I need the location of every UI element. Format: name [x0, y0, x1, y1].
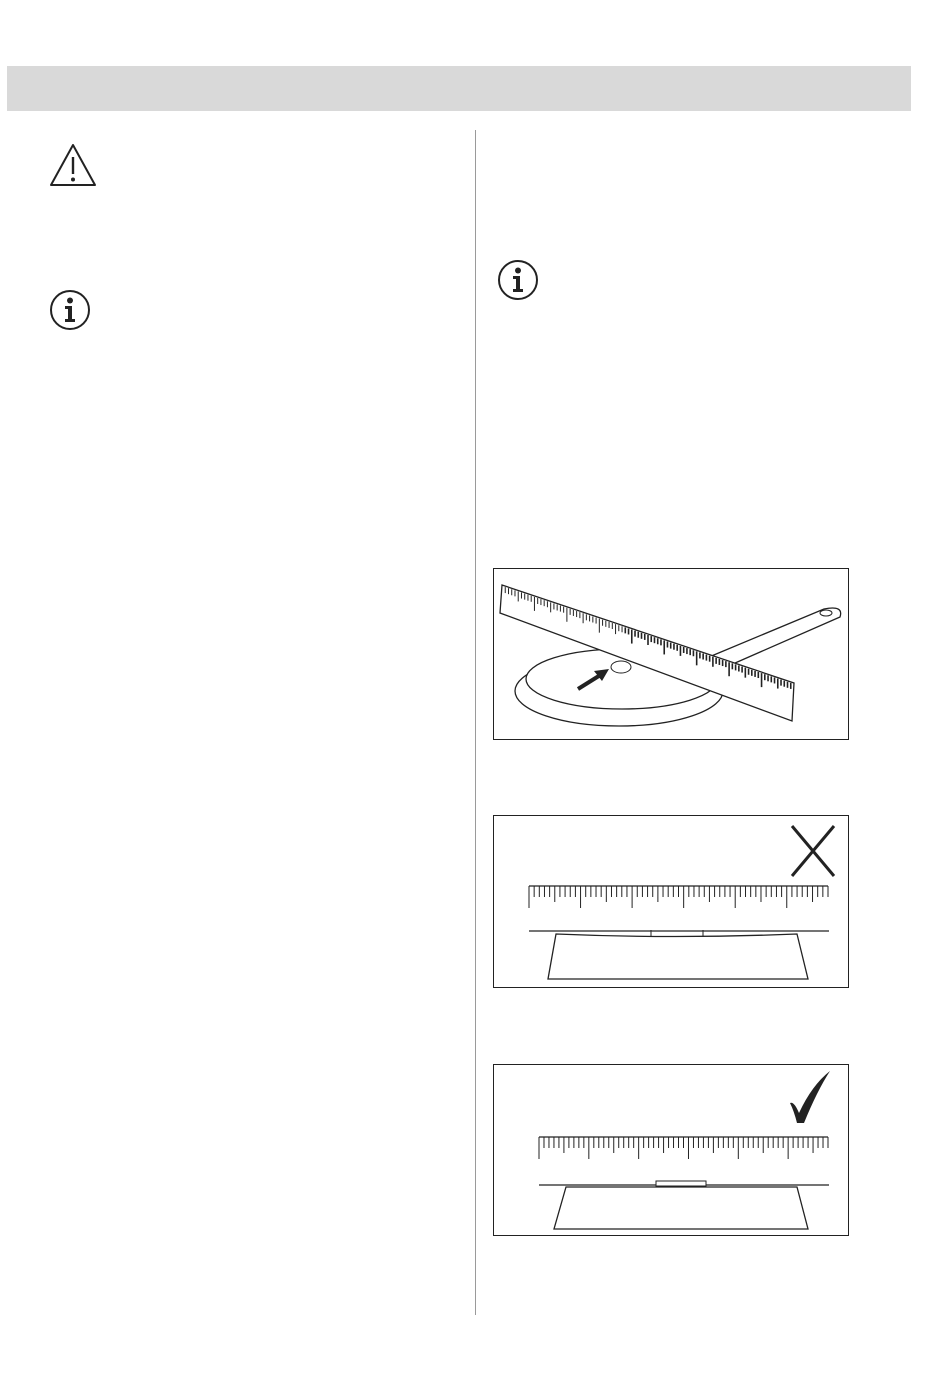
info-icon — [497, 259, 539, 301]
warning-triangle-icon — [48, 142, 98, 188]
column-divider — [475, 130, 476, 1315]
figure-ruler-on-pan — [493, 568, 849, 740]
figure-concave-base — [493, 815, 849, 988]
pan-profile — [554, 1187, 808, 1229]
section-header-bar — [7, 66, 911, 111]
figure-flat-base — [493, 1064, 849, 1236]
cross-icon — [792, 826, 834, 876]
checkmark-icon — [790, 1071, 830, 1123]
pan-profile — [548, 934, 808, 979]
ruler — [539, 1137, 828, 1159]
raised-center — [656, 1181, 706, 1186]
ruler-on-pan-illustration — [494, 569, 848, 739]
ruler — [529, 886, 828, 908]
info-icon — [49, 289, 91, 331]
